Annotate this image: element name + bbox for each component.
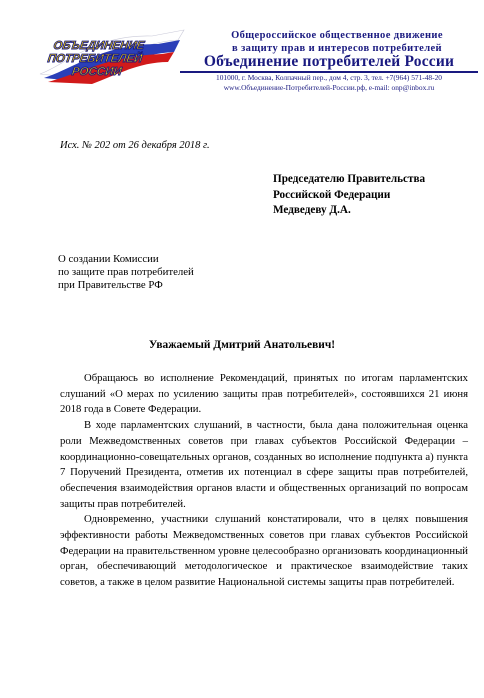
letter-body xyxy=(60,371,468,591)
addressee-line: Председателю Правительства xyxy=(273,173,426,185)
addressee-line: Российской Федерации xyxy=(273,188,391,201)
organization-logo xyxy=(34,28,186,84)
org-description-line2: в защиту прав и интересов потребителей xyxy=(231,43,443,54)
org-address: 101000, г. Москва, Колпачный пер., дом 4, стр. 3, тел. +7(964) 571-48-20 xyxy=(216,73,442,82)
svg-text:РОССИИ: РОССИИ xyxy=(70,66,123,78)
body-paragraph: Обращаюсь во исполнение Рекомендаций, принятых по итогам парламентских слушаний «О мерах по усилению защиты прав потребителей», состоявшихся 21 июня 2018 года в Совете Федерации. xyxy=(60,372,468,416)
body-paragraph: В ходе парламентских слушаний, в частности, была дана положительная оценка роли Межведомственных советов при главах субъектов Российской Федерации – координационно-совещательных органов, созданных во исполнение подпункта а) пункта 7 Поручений Президента, отметив их потенциал в сфере защиты прав потребителей, обеспечения взаимодействия органов власти и общественных организаций по вопросам защиты прав потребителей. xyxy=(60,419,468,510)
greeting: Уважаемый Дмитрий Анатольевич! xyxy=(148,339,336,351)
addressee-block xyxy=(273,172,473,219)
svg-text:ОБЪЕДИНЕНИЕ: ОБЪЕДИНЕНИЕ xyxy=(52,40,146,52)
addressee-line: Медведеву Д.А. xyxy=(273,204,351,216)
org-description-line1: Общероссийское общественное движение xyxy=(231,30,443,41)
subject-line: по защите прав потребителей xyxy=(58,266,194,279)
body-paragraph: Одновременно, участники слушаний констатировали, что в целях повышения эффективности работы Межведомственных советов при главах субъектов Российской Федерации на правительственном уровне целесообразно организовать координационный орган, обеспечивающий методологическое и практическое взаимодействие таких советов, а также в целом развитие Национальной системы защиты прав потребителей. xyxy=(60,513,468,589)
outgoing-reference: Исх. № 202 от 26 декабря 2018 г. xyxy=(60,140,210,151)
org-website-email: www.Объединение-Потребителей-России.рф, e-mail: onp@inbox.ru xyxy=(223,83,435,92)
svg-text:ПОТРЕБИТЕЛЕЙ: ПОТРЕБИТЕЛЕЙ xyxy=(46,53,144,65)
subject-line: О создании Комиссии xyxy=(58,253,159,265)
subject-line: при Правительстве РФ xyxy=(58,279,163,292)
subject-block xyxy=(58,253,278,293)
org-name: Объединение потребителей России xyxy=(203,53,455,70)
